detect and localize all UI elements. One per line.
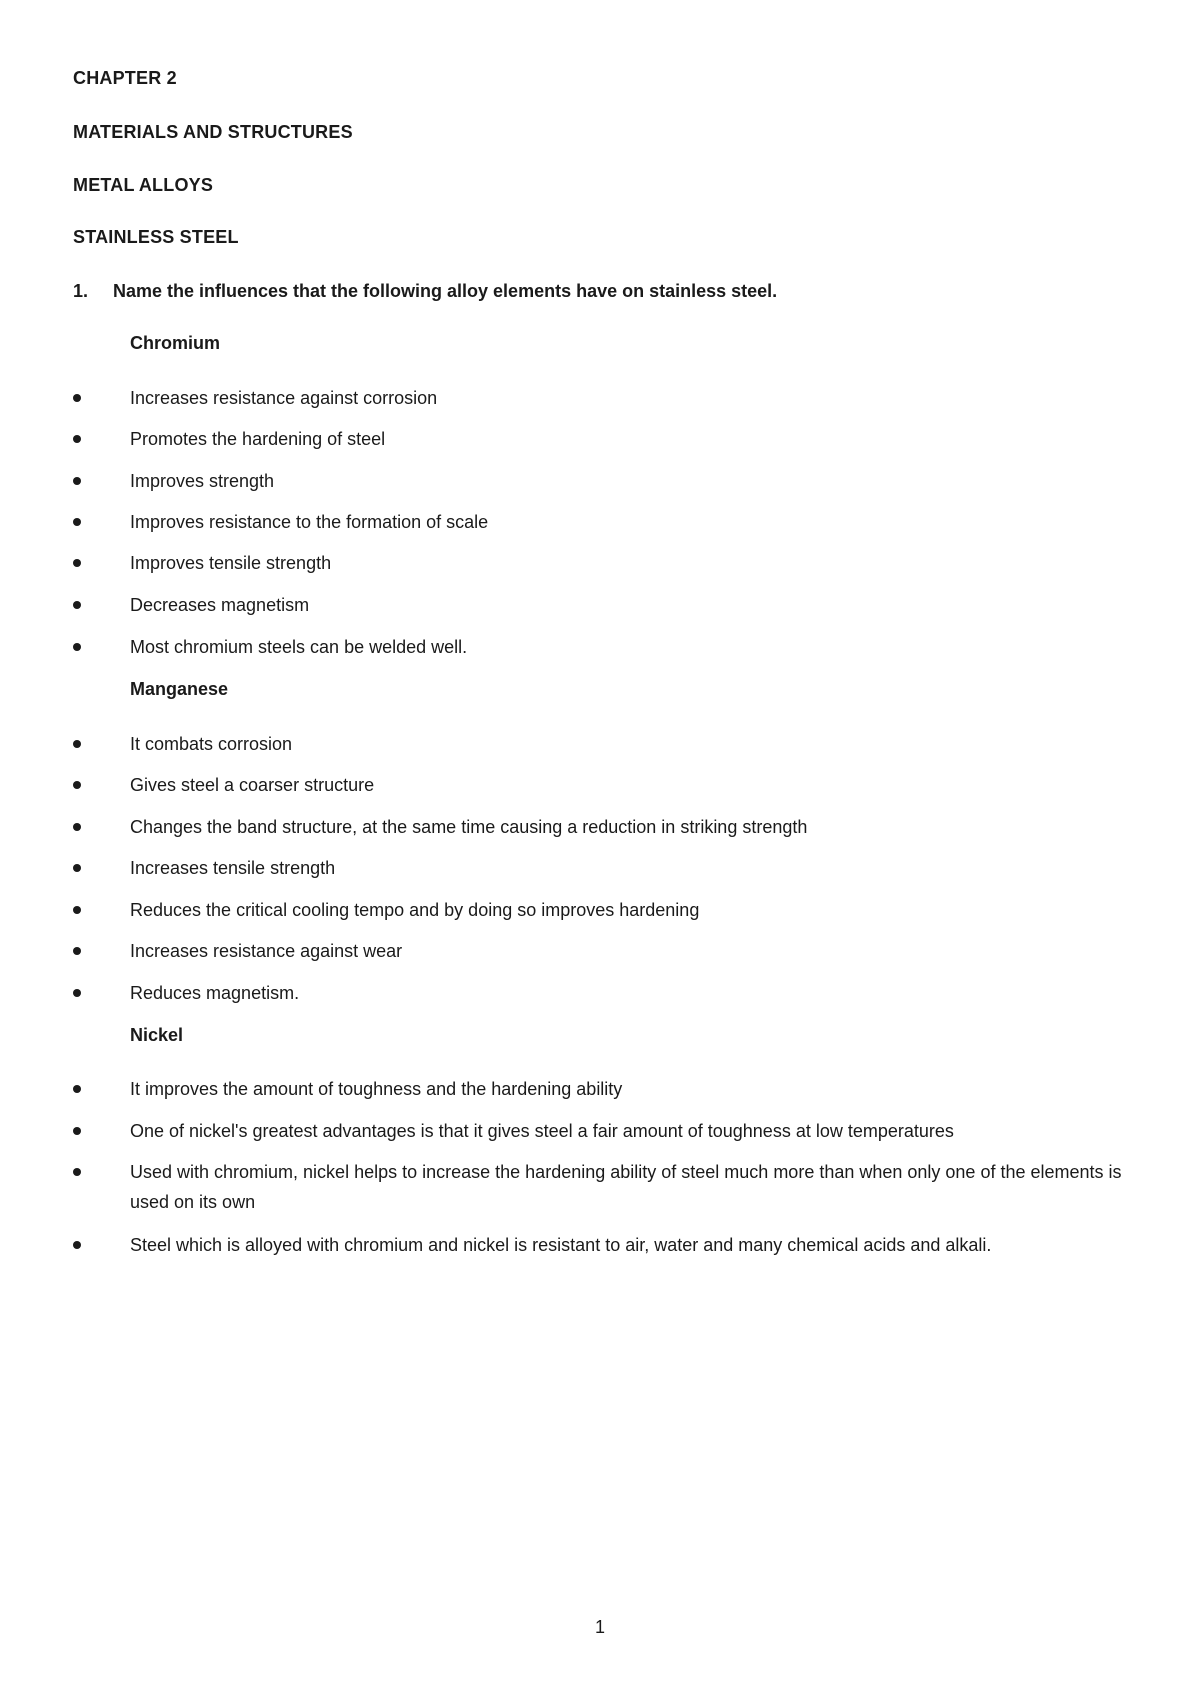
list-item-text: Decreases magnetism [130, 595, 310, 615]
list-item [73, 632, 1133, 662]
list-item-text: Improves tensile strength [130, 553, 332, 573]
bullet-icon [73, 740, 81, 748]
bullet-icon [73, 559, 81, 567]
list-item [73, 812, 1133, 842]
bullet-icon [73, 781, 81, 789]
bullet-icon [73, 394, 81, 402]
list-item-text: Increases resistance against wear [130, 941, 403, 961]
question-text: Name the influences that the following alloy elements have on stainless steel. [113, 281, 778, 301]
bullet-icon [73, 477, 81, 485]
bullet-icon [73, 601, 81, 609]
bullet-icon [73, 1241, 81, 1249]
list-item [73, 548, 1133, 578]
bullet-icon [73, 1168, 81, 1176]
topic-heading: STAINLESS STEEL [73, 227, 239, 247]
list-item [73, 590, 1133, 620]
list-item-text: Increases tensile strength [130, 858, 336, 878]
list-item-text: Most chromium steels can be welded well. [130, 637, 468, 657]
list-item [73, 507, 1133, 537]
bullet-icon [73, 1085, 81, 1093]
list-item-text: Changes the band structure, at the same time causing a reduction in striking strength [130, 817, 808, 837]
list-item-text: Reduces the critical cooling tempo and by doing so improves hardening [130, 900, 700, 920]
bullet-icon [73, 643, 81, 651]
list-item-text: Reduces magnetism. [130, 983, 300, 1003]
list-item-text: It combats corrosion [130, 734, 293, 754]
list-item-text: Used with chromium, nickel helps to increase the hardening ability of steel much more than when only one of the elements is used on its own [130, 1162, 1122, 1212]
bullet-icon [73, 864, 81, 872]
list-item-text: Promotes the hardening of steel [130, 429, 386, 449]
question [73, 281, 777, 302]
list-item [73, 1074, 1133, 1104]
bullet-icon [73, 947, 81, 955]
list-item [73, 1116, 1133, 1146]
list-item [73, 895, 1133, 925]
nickel-heading: Nickel [130, 1025, 184, 1045]
list-item-text: Improves resistance to the formation of scale [130, 512, 489, 532]
list-item [73, 729, 1133, 759]
question-number: 1. [73, 281, 89, 301]
bullet-icon [73, 518, 81, 526]
list-item-text: Steel which is alloyed with chromium and nickel is resistant to air, water and many chemical acids and alkali. [130, 1235, 992, 1255]
list-item-text: Improves strength [130, 471, 275, 491]
list-item [73, 1230, 1133, 1260]
list-item [73, 770, 1133, 800]
section-heading: MATERIALS AND STRUCTURES [73, 122, 353, 142]
list-item [73, 936, 1133, 966]
list-item [73, 1157, 1133, 1217]
list-item [73, 466, 1133, 496]
manganese-heading: Manganese [130, 679, 229, 699]
list-item-text: It improves the amount of toughness and the hardening ability [130, 1079, 623, 1099]
bullet-icon [73, 435, 81, 443]
list-item [73, 853, 1133, 883]
bullet-icon [73, 823, 81, 831]
subsection-heading: METAL ALLOYS [73, 175, 214, 195]
chapter-heading: CHAPTER 2 [73, 68, 177, 88]
bullet-icon [73, 906, 81, 914]
list-item-text: Gives steel a coarser structure [130, 775, 375, 795]
bullet-icon [73, 1127, 81, 1135]
list-item [73, 978, 1133, 1008]
list-item-text: One of nickel's greatest advantages is that it gives steel a fair amount of toughness at low temperatures [130, 1121, 954, 1141]
list-item [73, 424, 1133, 454]
bullet-icon [73, 989, 81, 997]
list-item [73, 383, 1133, 413]
page-number: 1 [594, 1617, 605, 1637]
list-item-text: Increases resistance against corrosion [130, 388, 438, 408]
chromium-heading: Chromium [130, 333, 220, 353]
